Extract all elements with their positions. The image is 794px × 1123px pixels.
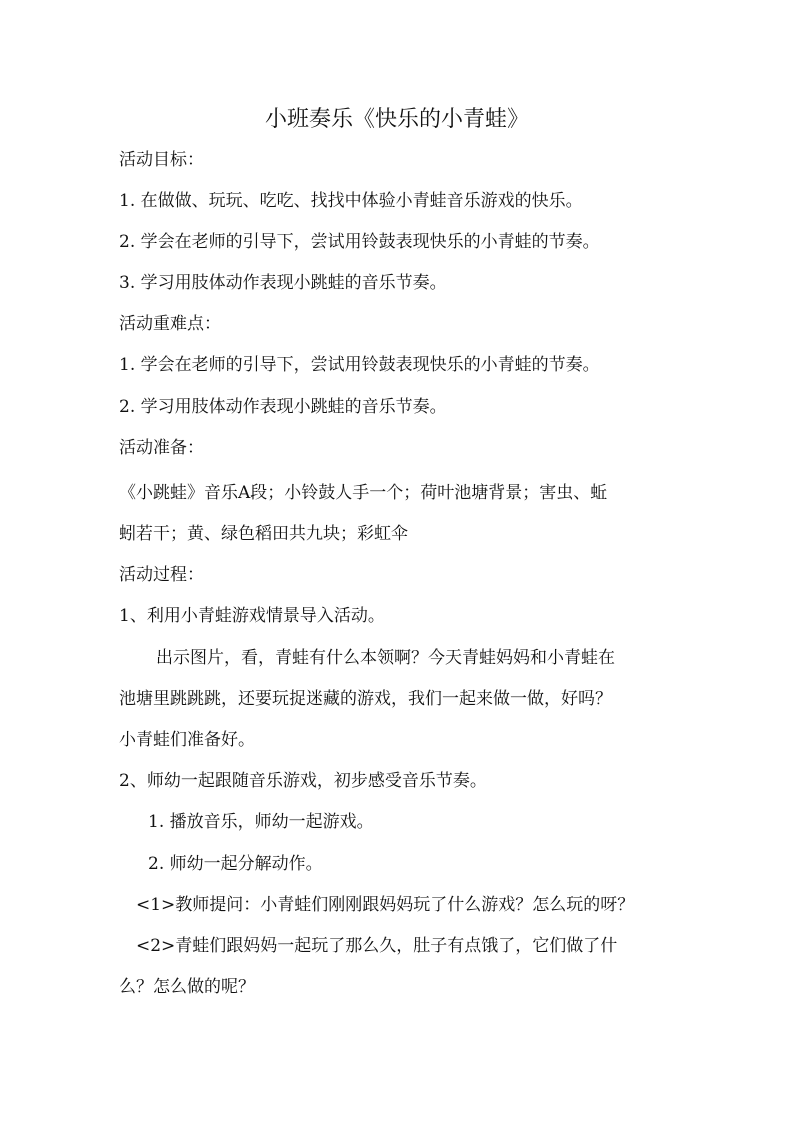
goal-item-3: 3. 学习用肢体动作表现小跳蛙的音乐节奏。 <box>119 273 447 293</box>
key-point-item-1: 1. 学会在老师的引导下，尝试用铃鼓表现快乐的小青蛙的节奏。 <box>119 355 600 375</box>
process-step-2-question-2-line-1: <2>青蛙们跟妈妈一起玩了那么久，肚子有点饿了，它们做了什 <box>136 936 618 956</box>
process-step-1-paragraph-line-2: 池塘里跳跳跳，还要玩捉迷藏的游戏，我们一起来做一做，好吗？ <box>119 689 612 709</box>
goal-item-1: 1. 在做做、玩玩、吃吃、找找中体验小青蛙音乐游戏的快乐。 <box>119 191 583 211</box>
section-heading-preparation: 活动准备： <box>119 438 204 458</box>
process-step-2-question-1: <1>教师提问：小青蛙们刚刚跟妈妈玩了什么游戏？怎么玩的呀？ <box>136 895 635 915</box>
process-step-1-paragraph-line-3: 小青蛙们准备好。 <box>119 730 255 750</box>
process-step-2-sub-1: 1. 播放音乐，师幼一起游戏。 <box>148 812 374 832</box>
process-step-1: 1、利用小青蛙游戏情景导入活动。 <box>119 606 385 626</box>
section-heading-process: 活动过程： <box>119 565 204 585</box>
key-point-item-2: 2. 学习用肢体动作表现小跳蛙的音乐节奏。 <box>119 397 447 417</box>
process-step-1-paragraph-line-1: 出示图片，看，青蛙有什么本领啊？今天青蛙妈妈和小青蛙在 <box>156 648 615 668</box>
preparation-text-line-2: 蚓若干；黄、绿色稻田共九块；彩虹伞 <box>119 524 408 544</box>
process-step-2-sub-2: 2. 师幼一起分解动作。 <box>148 854 323 874</box>
process-step-2: 2、师幼一起跟随音乐游戏，初步感受音乐节奏。 <box>119 771 487 791</box>
preparation-text-line-1: 《小跳蛙》音乐A段；小铃鼓人手一个；荷叶池塘背景；害虫、蚯 <box>119 483 608 503</box>
goal-item-2: 2. 学会在老师的引导下，尝试用铃鼓表现快乐的小青蛙的节奏。 <box>119 232 600 252</box>
section-heading-goals: 活动目标： <box>119 150 204 170</box>
process-step-2-question-2-line-2: 么？怎么做的呢？ <box>119 977 255 997</box>
section-heading-key-points: 活动重难点： <box>119 314 221 334</box>
document-title: 小班奏乐《快乐的小青蛙》 <box>264 107 529 132</box>
